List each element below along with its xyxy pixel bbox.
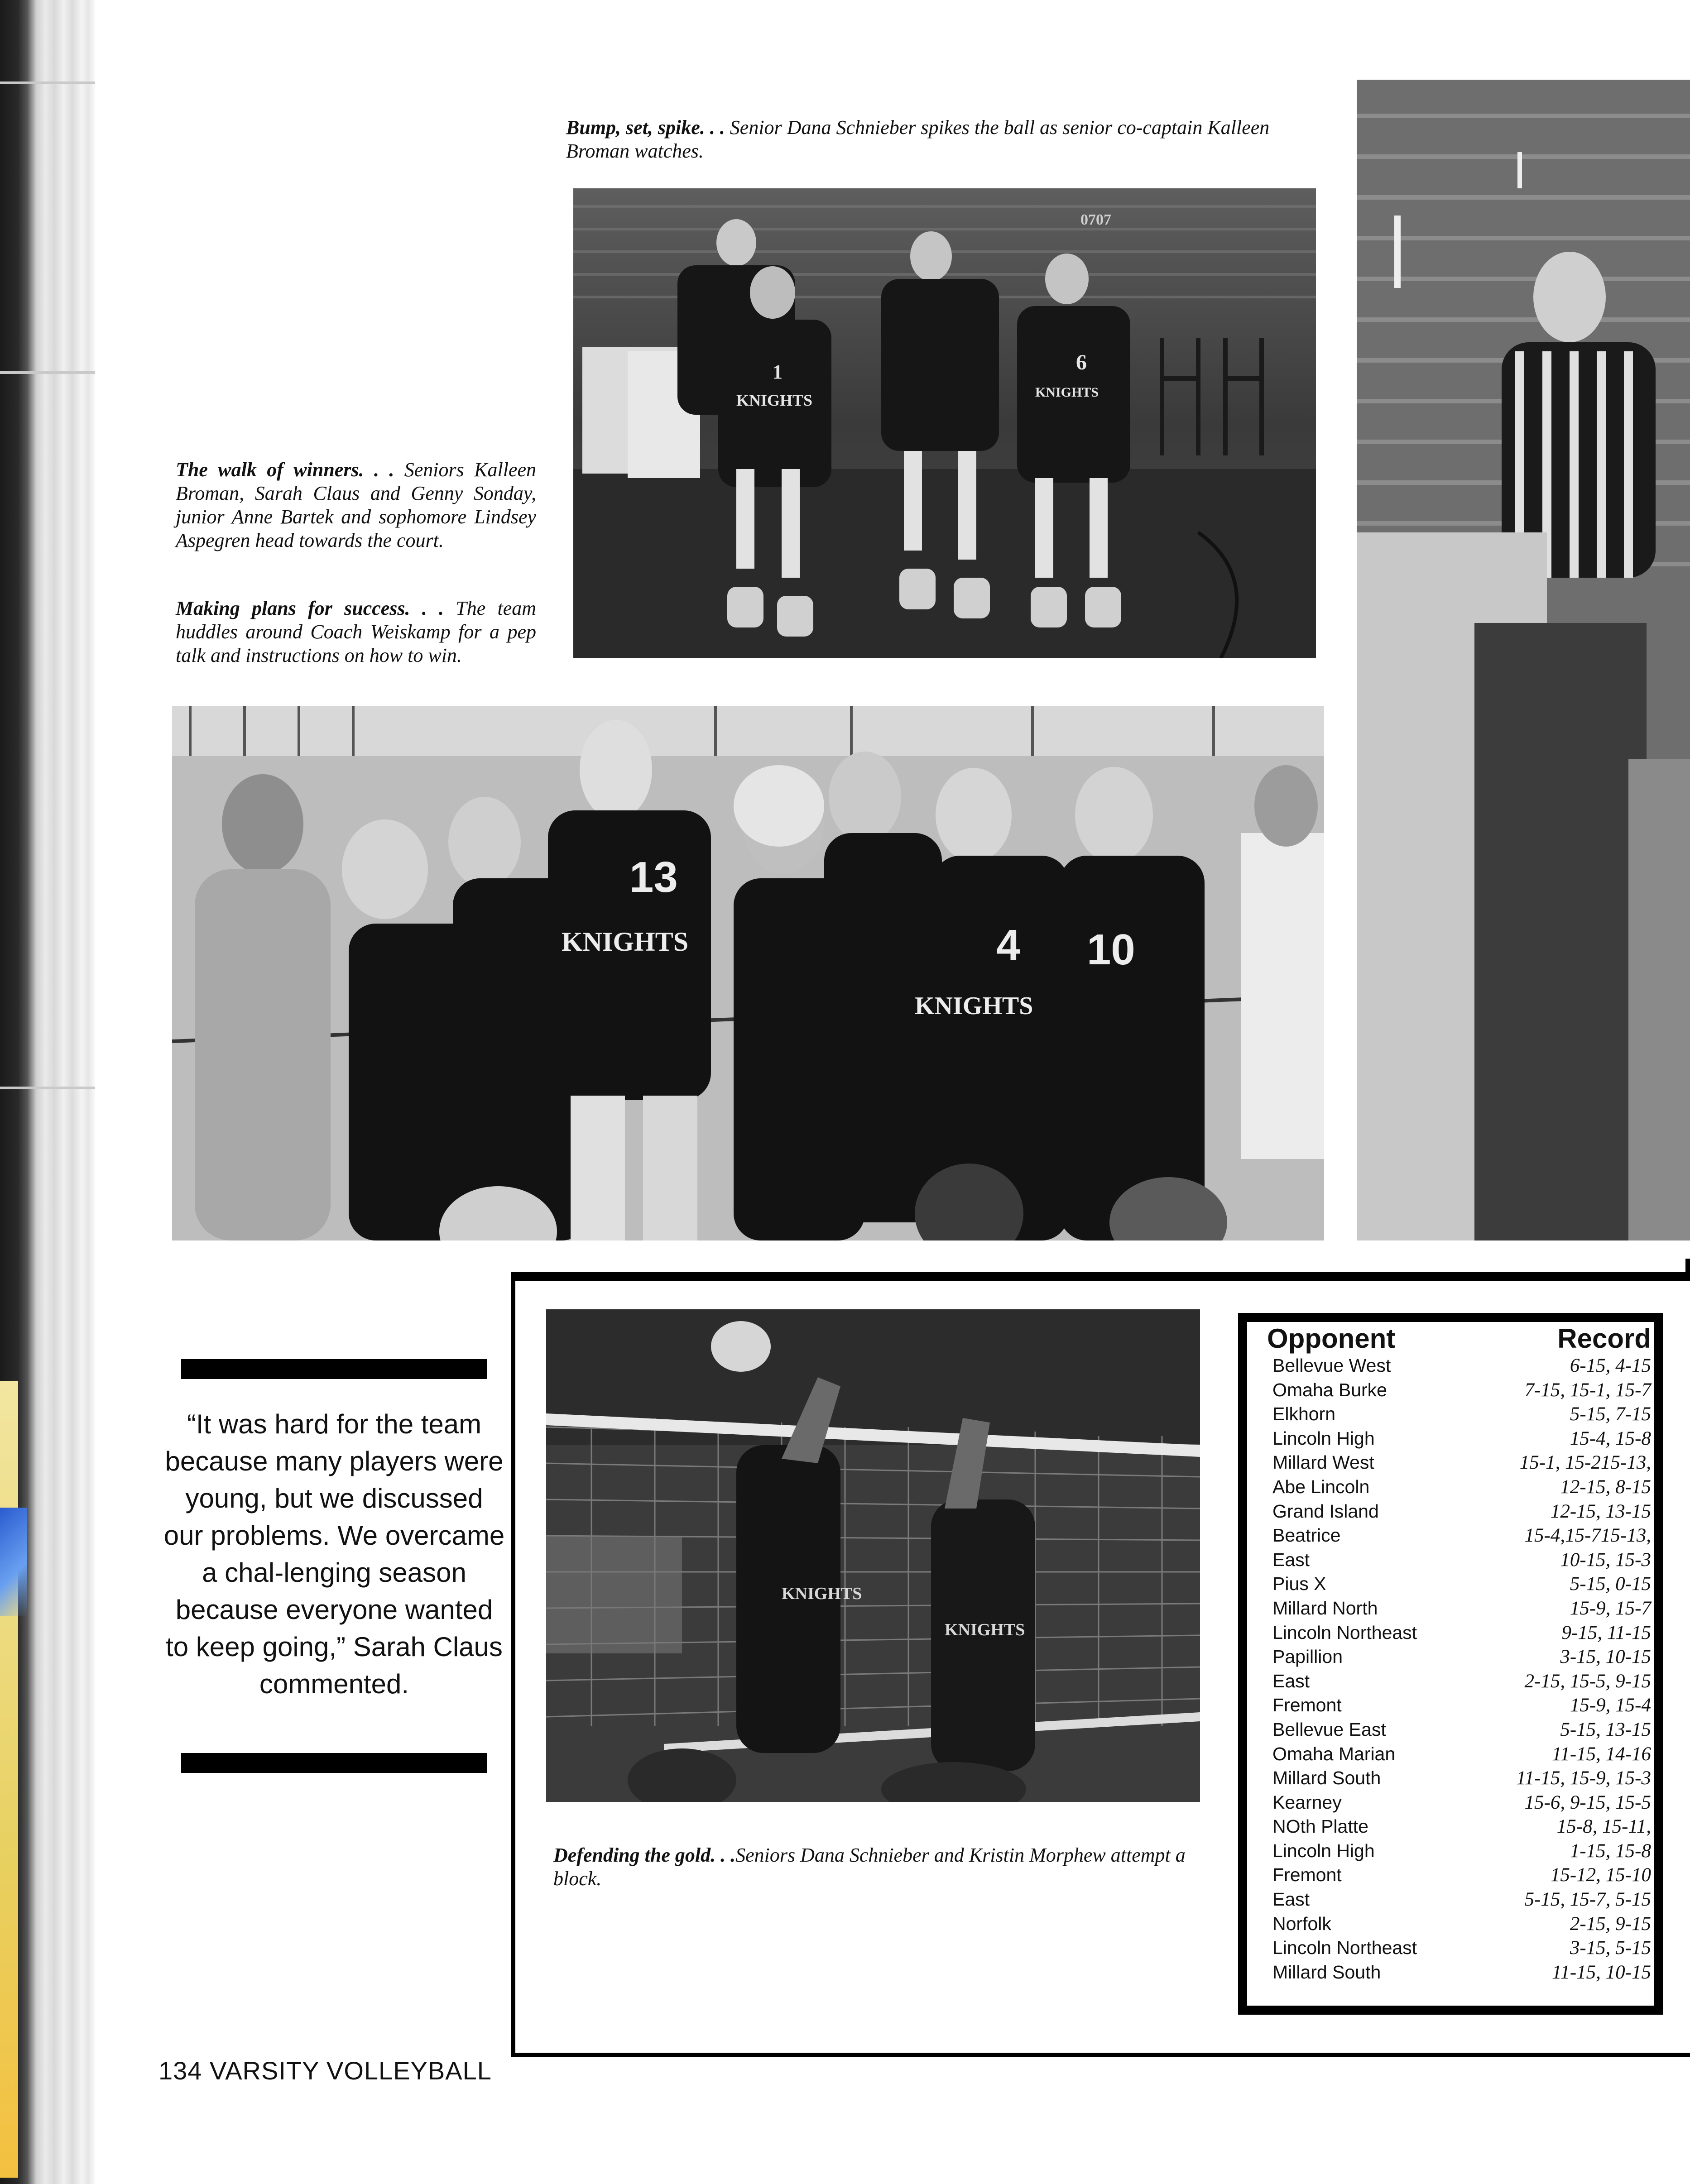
jersey-text: KNIGHTS [945,1620,1025,1639]
record-row [1267,1596,1651,1621]
opponent-name: Lincoln High [1272,1427,1375,1449]
opponent-name: Fremont [1272,1864,1342,1886]
opponent-name: Bellevue West [1272,1355,1391,1376]
game-scores: 9-15, 11-15 [1561,1622,1651,1643]
jersey-number: 10 [1087,925,1135,974]
jersey-text: KNIGHTS [782,1584,862,1603]
game-scores: 15-9, 15-4 [1570,1695,1651,1716]
game-scores: 2-15, 9-15 [1570,1913,1651,1935]
game-scores: 12-15, 8-15 [1560,1476,1651,1498]
column-header-record: Record [1557,1323,1651,1354]
opponent-name: Lincoln Northeast [1272,1622,1417,1643]
jersey-number: 4 [996,921,1021,969]
book-binding-edge [0,0,95,2184]
record-row [1267,1863,1651,1887]
opponent-name: Bellevue East [1272,1719,1386,1740]
page-folio: 134 VARSITY VOLLEYBALL [158,2056,492,2085]
record-row [1267,1451,1651,1475]
game-scores: 3-15, 10-15 [1560,1646,1651,1668]
jersey-text: KNIGHTS [915,992,1033,1020]
record-row [1267,1378,1651,1403]
game-scores: 5-15, 7-15 [1570,1403,1651,1425]
jersey-text: KNIGHTS [736,391,813,409]
photo-walk-of-winners [573,188,1316,658]
game-scores: 15-8, 15-11, [1556,1816,1651,1838]
game-scores: 15-4,15-715-13, [1524,1525,1651,1547]
opponent-name: Fremont [1272,1695,1342,1716]
caption-body: Senior Dana Schnieber spikes the ball as senior co-captain Kalleen Broman watches. [566,116,1270,162]
record-row [1267,1499,1651,1524]
jersey-number: 13 [629,853,678,901]
record-row [1267,1960,1651,1985]
record-row [1267,1523,1651,1548]
game-scores: 15-12, 15-10 [1550,1864,1651,1886]
record-row [1267,1572,1651,1596]
column-header-opponent: Opponent [1267,1323,1396,1354]
jersey-text: KNIGHTS [1035,385,1099,400]
record-row [1267,1693,1651,1718]
caption-making-plans [176,597,536,667]
opponent-name: Lincoln High [1272,1840,1375,1861]
game-scores: 6-15, 4-15 [1570,1355,1651,1376]
record-row [1267,1718,1651,1742]
caption-lead: Defending the gold. . . [553,1844,736,1866]
opponent-name: Papillion [1272,1646,1343,1667]
record-row [1267,1645,1651,1669]
record-row [1267,1354,1651,1378]
game-scores: 2-15, 15-5, 9-15 [1524,1670,1651,1692]
pull-quote: “It was hard for the team because many players were young, but we discussed our problems. We overcame a chal-lenging season because everyone wanted to keep going,” Sarah Claus commented. [163,1409,505,1699]
page-edge-rule [1685,1259,1690,1277]
opponent-name: Lincoln Northeast [1272,1937,1417,1959]
caption-lead: Making plans for success. . . [176,597,444,619]
opponent-name: Beatrice [1272,1525,1341,1546]
game-scores: 11-15, 10-15 [1552,1961,1651,1983]
record-row [1267,1427,1651,1451]
quote-rule-bottom [181,1753,487,1773]
opponent-name: Millard South [1272,1767,1381,1789]
opponent-name: Millard South [1272,1961,1381,1983]
opponent-name: NOth Platte [1272,1816,1368,1837]
caption-body: Seniors Dana Schnieber and Kristin Morphew attempt a block. [553,1844,1186,1890]
game-scores: 5-15, 13-15 [1560,1719,1651,1740]
opponent-name: Millard North [1272,1597,1378,1619]
scoreboard-digits: 0707 [1080,211,1111,228]
game-scores: 10-15, 15-3 [1560,1549,1651,1571]
jersey-number: 6 [1076,350,1087,374]
opponent-name: East [1272,1549,1310,1570]
jersey-text: KNIGHTS [562,927,689,957]
caption-body: Seniors Kalleen Broman, Sarah Claus and Genny Sonday, junior Anne Bartek and sophomore Lindsey Aspegren head towards the court. [176,459,537,551]
record-row [1267,1791,1651,1815]
game-scores: 3-15, 5-15 [1570,1937,1651,1959]
game-scores: 12-15, 13-15 [1550,1500,1651,1522]
game-scores: 15-4, 15-8 [1570,1427,1651,1449]
record-row [1267,1766,1651,1791]
opponent-name: Abe Lincoln [1272,1476,1370,1497]
jersey-number: 1 [773,361,783,383]
record-row [1267,1936,1651,1960]
record-row [1267,1475,1651,1499]
opponent-name: Grand Island [1272,1500,1379,1522]
opponent-name: Omaha Burke [1272,1379,1387,1400]
record-rows [1267,1354,1651,1984]
record-row [1267,1839,1651,1863]
photo-referee-net [1357,80,1690,1240]
record-row [1267,1742,1651,1767]
game-scores: 11-15, 15-9, 15-3 [1516,1767,1651,1789]
quote-rule-top [181,1359,487,1379]
opponent-name: Omaha Marian [1272,1743,1396,1764]
record-row [1267,1887,1651,1912]
game-scores: 5-15, 15-7, 5-15 [1524,1889,1651,1911]
opponent-name: Millard West [1272,1452,1374,1473]
record-row [1267,1669,1651,1694]
game-scores: 15-9, 15-7 [1570,1597,1651,1619]
caption-bump-set-spike [566,116,1318,163]
game-scores: 1-15, 15-8 [1570,1840,1651,1862]
game-scores: 15-1, 15-215-13, [1519,1452,1651,1474]
record-row [1267,1912,1651,1936]
record-table-header [1267,1324,1651,1354]
season-record-table [1238,1313,1663,2015]
opponent-name: Pius X [1272,1573,1326,1595]
game-scores: 5-15, 0-15 [1570,1573,1651,1595]
photo-team-huddle [172,706,1324,1240]
record-row [1267,1621,1651,1645]
photo-block-at-net [546,1309,1200,1802]
game-scores: 11-15, 14-16 [1552,1743,1651,1765]
game-scores: 7-15, 15-1, 15-7 [1524,1379,1651,1401]
caption-walk-of-winners [176,458,536,552]
opponent-name: East [1272,1670,1310,1691]
caption-lead: The walk of winners. . . [176,459,394,481]
opponent-name: Kearney [1272,1791,1342,1813]
caption-defending-gold [553,1844,1215,1891]
record-row [1267,1815,1651,1839]
game-scores: 15-6, 9-15, 15-5 [1524,1791,1651,1813]
record-row [1267,1402,1651,1427]
caption-body: The team huddles around Coach Weiskamp for a pep talk and instructions on how to win. [176,597,537,666]
record-row [1267,1548,1651,1572]
opponent-name: East [1272,1889,1310,1910]
opponent-name: Norfolk [1272,1913,1331,1934]
caption-lead: Bump, set, spike. . . [566,116,725,139]
opponent-name: Elkhorn [1272,1403,1336,1425]
